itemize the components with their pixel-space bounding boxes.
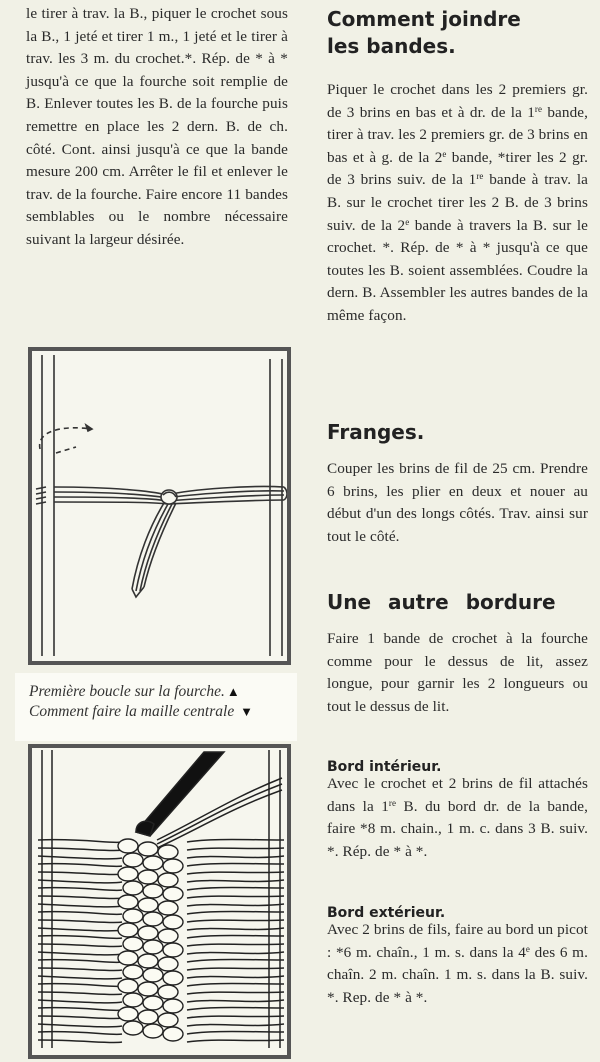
heading-joining-line2: les bandes. <box>327 34 456 58</box>
chain-loop <box>158 901 178 915</box>
strand-left <box>38 1008 122 1011</box>
chain-loop <box>143 940 163 954</box>
chain-loop <box>123 881 143 895</box>
heading-inner-edge: Bord intérieur. <box>327 759 442 775</box>
chain-loop <box>158 957 178 971</box>
chain-loop <box>118 839 138 853</box>
chain-loop <box>163 999 183 1013</box>
chain-loop <box>143 884 163 898</box>
joining-paragraph <box>327 79 588 328</box>
caption-line-1 <box>29 682 240 702</box>
strand-left <box>38 952 122 955</box>
triangle-down-icon: ▼ <box>240 704 253 719</box>
chain-loop <box>118 979 138 993</box>
chain-loop <box>138 842 158 856</box>
chain-loop <box>163 1027 183 1041</box>
strand-left <box>38 848 122 851</box>
chain-loop <box>163 887 183 901</box>
loop-strands-left <box>38 840 122 1043</box>
joining-text-a: Piquer le crochet dans les 2 premiers gr. de 3 brins en bas et à dr. de la 1 <box>327 81 588 121</box>
chain-loop <box>118 867 138 881</box>
strand-left <box>38 1040 122 1043</box>
chain-loop <box>123 1021 143 1035</box>
chain-loop <box>118 1007 138 1021</box>
fork-loop-illustration <box>32 351 287 661</box>
strand-left <box>38 904 122 907</box>
strand-left <box>38 856 122 859</box>
strand-left <box>38 928 122 931</box>
strand-left <box>38 1024 122 1027</box>
caption-text-2: Comment faire la maille centrale <box>29 703 235 720</box>
heading-outer-edge: Bord extérieur. <box>327 905 446 921</box>
chain-loop <box>118 923 138 937</box>
chain-loop <box>158 1013 178 1027</box>
strand-left <box>38 864 122 867</box>
strand-left <box>38 936 122 939</box>
chain-loop <box>123 853 143 867</box>
central-chain <box>118 839 183 1041</box>
strand-left <box>38 912 122 915</box>
outer-edge-text-a: Avec 2 brins de fils, faire au bord un picot : *6 m. chaîn., 1 m. s. dans la 4 <box>327 921 588 961</box>
outer-edge-paragraph <box>327 919 588 1009</box>
heading-joining <box>327 6 521 60</box>
strand-left <box>38 1016 122 1019</box>
strand-left <box>38 920 122 923</box>
chain-loop <box>143 996 163 1010</box>
chain-loop <box>138 1010 158 1024</box>
sup: re <box>534 103 543 114</box>
figure-central-stitch <box>28 744 291 1059</box>
border-paragraph: Faire 1 bande de crochet à la fourche comme pour le dessus de lit, assez longue, pour garnir les 2 longueurs ou tout le dessus de lit. <box>327 630 588 715</box>
chain-loop <box>163 943 183 957</box>
strand-left <box>38 968 122 971</box>
strand-left <box>38 992 122 995</box>
chain-loop <box>163 971 183 985</box>
strand-left <box>38 944 122 947</box>
chain-loop <box>118 951 138 965</box>
chain-loop <box>118 895 138 909</box>
sup: e <box>442 148 447 159</box>
chain-loop <box>143 968 163 982</box>
figure-first-loop <box>28 347 291 665</box>
chain-loop <box>158 985 178 999</box>
intro-paragraph: le tirer à trav. la B., piquer le crochet sous la B., 1 jeté et tirer 1 m., 1 jeté et le tirer à trav. les 3 m. du crochet.*. Rép. de * à * jusqu'à ce que la fourche soit remplie de B. Enlever toutes les B. de la fourche puis remettre en place les 2 dern. B. de ch. côté. Cont. ainsi jusqu'à ce que la bande mesure 200 cm. Arrêter le fil et enlever le trav. de la fourche. Faire encore 11 bandes semblables ou le nombre nécessaire suivant la largeur désirée. <box>26 5 288 248</box>
sup: re <box>388 797 397 808</box>
strand-left <box>38 1000 122 1003</box>
chain-loop <box>158 929 178 943</box>
chain-loop <box>158 845 178 859</box>
chain-loop <box>138 954 158 968</box>
heading-joining-line1: Comment joindre <box>327 7 521 31</box>
sup: re <box>476 171 484 182</box>
inner-edge-text-b: B. du bord dr. de la bande, faire *8 m. chain., 1 m. c. dans 3 B. suiv. *. Rép. de * à *. <box>327 797 589 860</box>
joining-text-e: bande à travers la B. sur le crochet. *. Rép. de * à * jusqu'à ce que toutes les B. soient assemblées. Coudre la dern. B. Assembler les autres bandes de la même façon. <box>327 216 588 324</box>
heading-border: Une autre bordure <box>327 590 556 614</box>
strand-left <box>38 1032 122 1035</box>
chain-loop <box>143 912 163 926</box>
sup: e <box>525 943 531 954</box>
strand-left <box>38 840 122 843</box>
strand-left <box>38 976 122 979</box>
joining-text-b: bande, tirer à trav. les 2 premiers gr. de 3 brins en bas et à g. de la 2 <box>327 103 588 166</box>
chain-loop <box>143 1024 163 1038</box>
strand-left <box>38 872 122 875</box>
central-stitch-illustration <box>32 748 287 1055</box>
fringes-paragraph: Couper les brins de fil de 25 cm. Prendre 6 brins, les plier en deux et nouer au début d'un des longs côtés. Trav. ainsi sur tout le côté. <box>327 460 588 545</box>
chain-loop <box>163 859 183 873</box>
joining-text-d: bande à trav. la B. sur le crochet tirer les 2 B. de 3 brins suiv. de la 2 <box>327 171 588 234</box>
chain-loop <box>138 982 158 996</box>
chain-loop <box>138 870 158 884</box>
strand-left <box>38 896 122 899</box>
strand-left <box>38 984 122 987</box>
strand-left <box>38 888 122 891</box>
joining-text-c: bande, *tirer les 2 gr. de 3 brins suiv. de la 1 <box>327 148 588 189</box>
heading-fringes: Franges. <box>327 420 425 444</box>
chain-loop <box>123 993 143 1007</box>
caption-line-2 <box>29 702 253 722</box>
chain-loop <box>143 856 163 870</box>
outer-edge-text-b: des 6 m. chaîn. 2 m. chaîn. 1 m. s. dans la B. suiv. *. Rep. de * à *. <box>327 943 588 1006</box>
chain-loop <box>123 965 143 979</box>
figure-caption <box>15 673 297 741</box>
strand-left <box>38 880 122 883</box>
chain-loop <box>123 909 143 923</box>
inner-edge-paragraph <box>327 773 588 863</box>
inner-edge-text-a: Avec le crochet et 2 brins de fil attachés dans la 1 <box>327 775 588 815</box>
dashed-arrow-icon <box>40 428 92 449</box>
chain-loop <box>138 898 158 912</box>
sup: e <box>405 216 410 227</box>
chain-loop <box>123 937 143 951</box>
triangle-up-icon: ▲ <box>226 684 240 699</box>
strand-left <box>38 960 122 963</box>
chain-loop <box>163 915 183 929</box>
chain-loop <box>138 926 158 940</box>
caption-text-1: Première boucle sur la fourche. <box>29 683 225 700</box>
chain-loop <box>158 873 178 887</box>
